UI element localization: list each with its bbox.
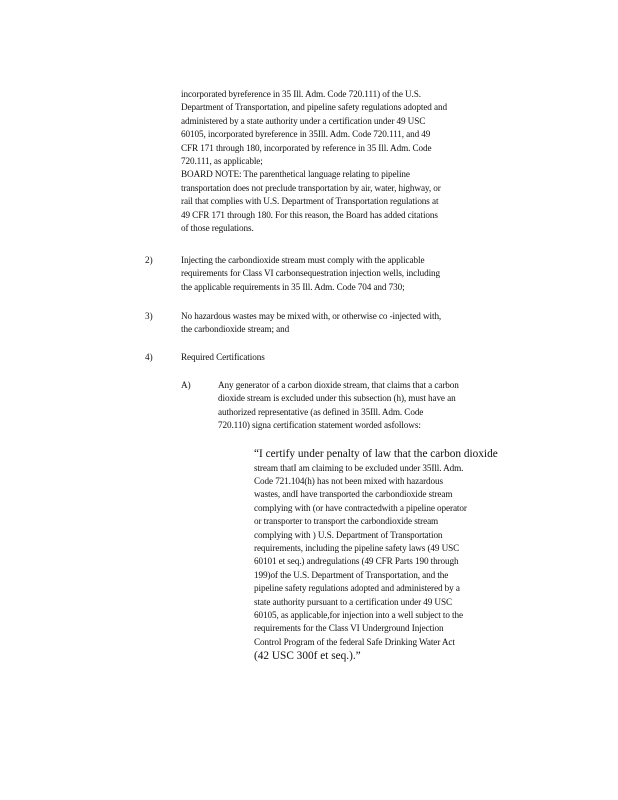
paragraph-line: 49 CFR 171 through 180. For this reason, the Board has added citations [181,209,438,220]
certification-line: state authority pursuant to a certification under 49 USC [254,596,453,607]
heading-text: Required Certifications [181,352,265,362]
item-3-paragraph [181,310,541,337]
subitem-a-paragraph [218,379,548,433]
item-number-2: 2) [145,255,153,265]
paragraph-line: administered by a state authority under a certification under 49 USC [181,115,426,126]
paragraph-line: BOARD NOTE: The parenthetical language relating to pipeline [181,169,410,180]
certification-line: requirements for the Class VI Underground Injection [254,623,444,634]
certification-line: Control Program of the federal Safe Drinking Water Act [254,636,455,647]
paragraph-line: transportation does not preclude transportation by air, water, highway, or [181,182,441,193]
certification-first-line: “I certify under penalty of law that the carbon dioxide [254,448,498,460]
certification-statement [254,447,554,664]
item-number-4: 4) [145,352,153,362]
paragraph-line: No hazardous wastes may be mixed with, or otherwise co -injected with, [181,311,442,321]
paragraph-line: Injecting the carbondioxide stream must comply with the applicable [181,255,425,265]
paragraph-line: 720.110) signa certification statement worded asfollows: [218,420,421,431]
certification-line: 199)of the U.S. Department of Transportation, and the [254,569,449,580]
certification-line: 60101 et seq.) andregulations (49 CFR Parts 190 through [254,556,459,567]
certification-line: 60105, as applicable,for injection into a well subject to the [254,609,463,620]
certification-line: stream thatI am claiming to be excluded under 35Ill. Adm. [254,462,464,473]
certification-line: wastes, andI have transported the carbondioxide stream [254,489,453,500]
certification-line: requirements, including the pipeline safety laws (49 USC [254,542,460,553]
paragraph-line: the carbondioxide stream; and [181,324,290,335]
certification-body [254,462,554,650]
paragraph-line: the applicable requirements in 35 Ill. Adm. Code 704 and 730; [181,281,405,292]
paragraph-line: incorporated byreference in 35 Ill. Adm. Code 720.111) of the U.S. [181,89,421,99]
certification-line: complying with ) U.S. Department of Transportation [254,529,443,540]
item-2-paragraph [181,254,541,294]
continuation-paragraph [181,88,541,235]
paragraph-line: dioxide stream is excluded under this subsection (h), must have an [218,393,456,404]
certification-last-line: (42 USC 300f et seq.).” [254,650,361,663]
subitem-letter-a: A) [181,380,191,390]
item-number-3: 3) [145,311,153,321]
certification-line: Code 721.104(h) has not been mixed with hazardous [254,475,444,486]
paragraph-line: 720.111, as applicable; [181,156,263,167]
paragraph-line: rail that complies with U.S. Department of Transportation regulations at [181,196,439,207]
certification-line: complying with (or have contractedwith a pipeline operator [254,502,467,513]
paragraph-line: authorized representative (as defined in 35Ill. Adm. Code [218,406,424,417]
paragraph-line: of those regulations. [181,223,254,234]
paragraph-line: CFR 171 through 180, incorporated by reference in 35 Ill. Adm. Code [181,142,432,153]
item-4-heading [181,351,265,364]
paragraph-line: 60105, incorporated byreference in 35Ill. Adm. Code 720.111, and 49 [181,129,431,140]
paragraph-line: Department of Transportation, and pipeline safety regulations adopted and [181,102,447,113]
paragraph-line: Any generator of a carbon dioxide stream, that claims that a carbon [218,380,459,390]
paragraph-line: requirements for Class VI carbonsequestration injection wells, including [181,268,441,279]
certification-line: or transporter to transport the carbondioxide stream [254,516,439,527]
certification-line: pipeline safety regulations adopted and administered by a [254,583,460,594]
